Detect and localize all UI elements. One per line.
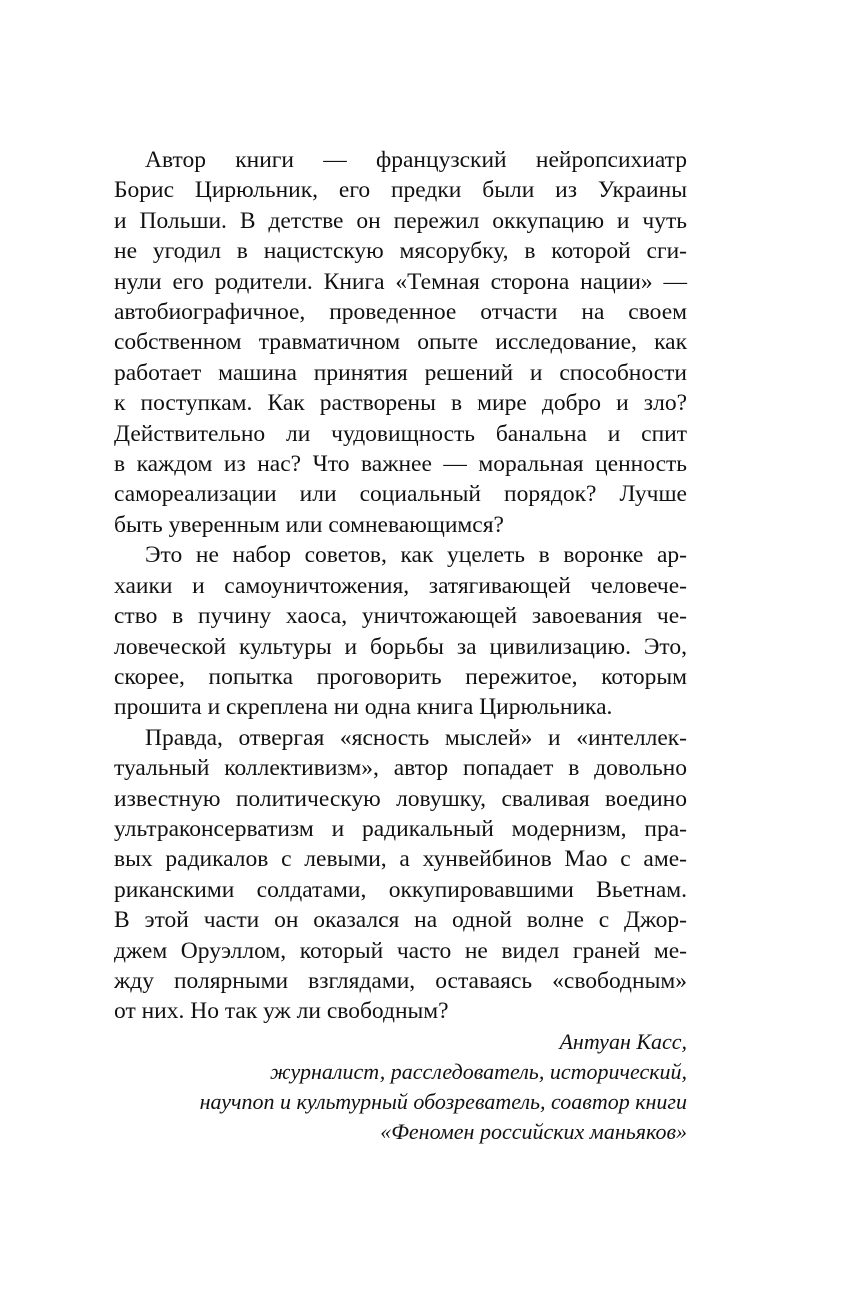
text-line: Борис Цирюльник, его предки были из Украины — [114, 177, 687, 204]
text-line: работает машина принятия решений и способности — [114, 359, 687, 386]
text-line: вых радикалов с левыми, а хунвейбинов Мао с аме- — [114, 846, 687, 873]
text-line: Автор книги — французский нейропсихиатр — [145, 147, 687, 173]
text-line: джем Оруэллом, который часто не видел граней ме- — [114, 937, 687, 964]
text-line: ловеческой культуры и борьбы за цивилизацию. Это, — [114, 633, 687, 660]
author-signature — [114, 1027, 687, 1147]
signature-role-line: научпоп и культурный обозреватель, соавтор книги — [199, 1088, 687, 1114]
signature-name: Антуан Касс, — [559, 1028, 687, 1054]
text-line: Действительно ли чудовищность банальна и спит — [114, 420, 687, 447]
text-line: к поступкам. Как растворены в мире добро и зло? — [114, 390, 687, 417]
paragraph-1 — [114, 145, 687, 540]
text-line: хаики и самоуничтожения, затягивающей человече- — [114, 572, 687, 599]
paragraph-2 — [114, 540, 687, 722]
text-line: быть уверенным или сомневающимся? — [114, 511, 504, 538]
text-line: туальный коллективизм», автор попадает в довольно — [114, 755, 687, 782]
text-line: не угодил в нацистскую мясорубку, в которой сги- — [114, 238, 687, 265]
text-line: Это не набор советов, как уцелеть в воронке ар- — [145, 542, 687, 569]
signature-book-title: «Феномен российских маньяков» — [380, 1118, 687, 1144]
text-line: в каждом из нас? Что важнее — моральная ценность — [114, 451, 687, 478]
text-line: жду полярными взглядами, оставаясь «свободным» — [114, 967, 687, 994]
text-line: от них. Но так уж ли свободным? — [114, 998, 449, 1025]
book-page — [114, 145, 687, 1147]
text-line: прошита и скреплена ни одна книга Цирюльника. — [114, 694, 613, 721]
text-line: Правда, отвергая «ясность мыслей» и «интеллек- — [145, 724, 687, 751]
text-line: известную политическую ловушку, сваливая воедино — [114, 785, 687, 812]
text-line: самореализации или социальный порядок? Лучше — [114, 481, 687, 508]
text-line: нули его родители. Книга «Темная сторона нации» — — [114, 268, 687, 295]
text-line: ство в пучину хаоса, уничтожающей завоевания че- — [114, 603, 687, 630]
paragraph-3 — [114, 723, 687, 1027]
text-line: автобиографичное, проведенное отчасти на своем — [114, 299, 687, 326]
text-line: и Польши. В детстве он пережил оккупацию и чуть — [114, 207, 687, 234]
text-line: скорее, попытка проговорить пережитое, которым — [114, 663, 687, 690]
text-line: В этой части он оказался на одной волне с Джор- — [114, 907, 687, 934]
text-line: ультраконсерватизм и радикальный модернизм, пра- — [114, 815, 687, 842]
signature-role-line: журналист, расследователь, исторический, — [270, 1058, 687, 1084]
text-line: собственном травматичном опыте исследование, как — [114, 329, 687, 356]
text-line: риканскими солдатами, оккупировавшими Вьетнам. — [114, 876, 687, 903]
